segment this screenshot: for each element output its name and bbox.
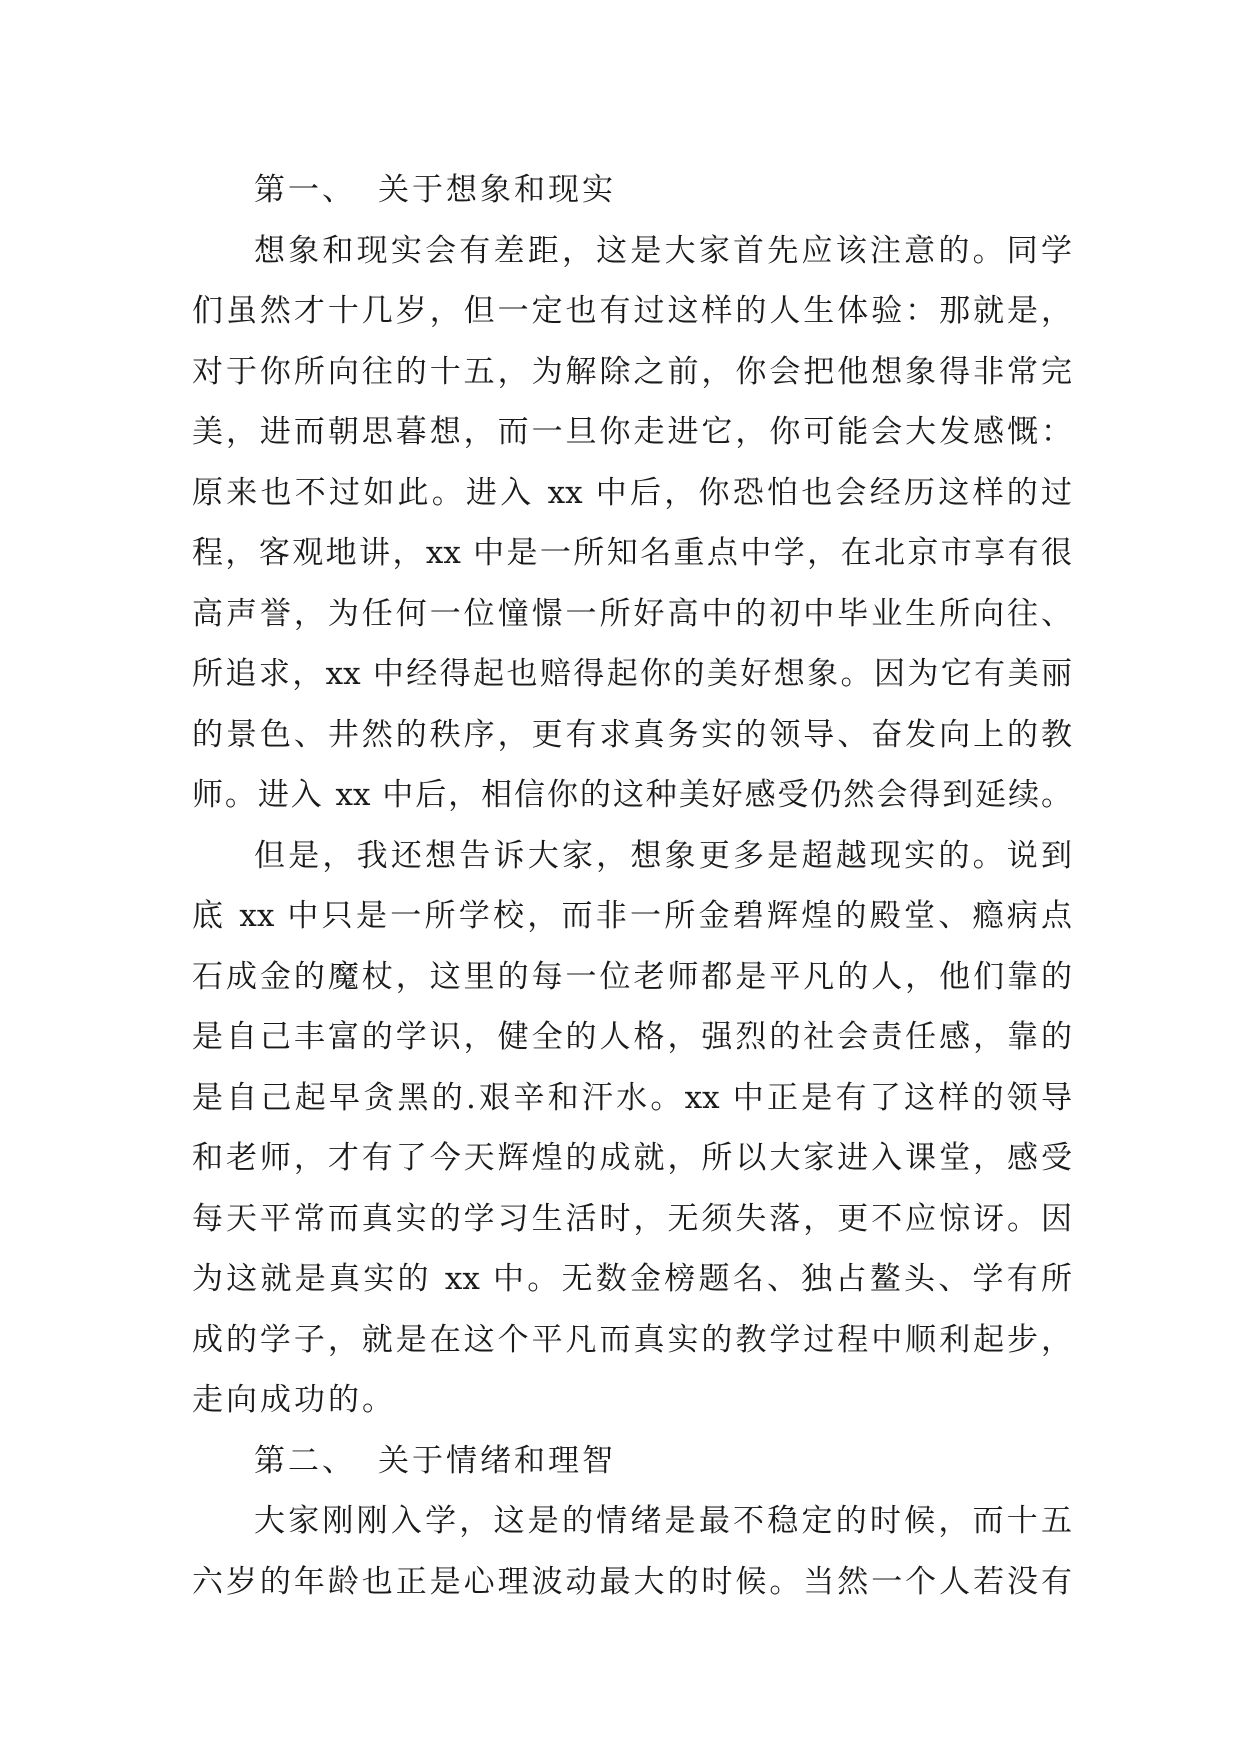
text-line: 是自己起早贪黑的.艰辛和汗水。xx 中正是有了这样的领导 xyxy=(192,1079,1072,1116)
text-line: 想象和现实会有差距，这是大家首先应该注意的。同学 xyxy=(254,232,1072,269)
text-line: 高声誉，为任何一位憧憬一所好高中的初中毕业生所向往、 xyxy=(192,595,1072,632)
text-line: 石成金的魔杖，这里的每一位老师都是平凡的人，他们靠的 xyxy=(192,958,1072,995)
text-line: 程，客观地讲，xx 中是一所知名重点中学，在北京市享有很 xyxy=(192,535,1072,571)
text-line: 们虽然才十几岁，但一定也有过这样的人生体验：那就是， xyxy=(192,293,1072,329)
text-line: 大家刚刚入学，这是的情绪是最不稳定的时候，而十五 xyxy=(254,1503,1072,1539)
section-heading-1 xyxy=(192,160,1072,221)
text-line: 为这就是真实的 xx 中。无数金榜题名、独占鳌头、学有所 xyxy=(192,1261,1072,1297)
text-line: 师。进入 xx 中后，相信你的这种美好感受仍然会得到延续。 xyxy=(192,777,1072,813)
text-line: 成的学子，就是在这个平凡而真实的教学过程中顺利起步， xyxy=(192,1321,1072,1358)
text-line: 六岁的年龄也正是心理波动最大的时候。当然一个人若没有 xyxy=(192,1563,1072,1600)
text-line: 但是，我还想告诉大家，想象更多是超越现实的。说到 xyxy=(254,837,1072,874)
paragraph-3 xyxy=(192,1491,1072,1612)
text-line: 走向成功的。 xyxy=(192,1382,396,1418)
text-line: 底 xx 中只是一所学校，而非一所金碧辉煌的殿堂、瘾病点 xyxy=(192,898,1072,934)
text-line: 对于你所向往的十五，为解除之前，你会把他想象得非常完 xyxy=(192,353,1072,390)
text-line: 和老师，才有了今天辉煌的成就，所以大家进入课堂，感受 xyxy=(192,1140,1072,1176)
section-title: 关于想象和现实 xyxy=(378,172,616,208)
text-line: 的景色、井然的秩序，更有求真务实的领导、奋发向上的教 xyxy=(192,716,1072,753)
text-line: 原来也不过如此。进入 xx 中后，你恐怕也会经历这样的过 xyxy=(192,474,1072,511)
text-line: 是自己丰富的学识，健全的人格，强烈的社会责任感，靠的 xyxy=(192,1019,1072,1055)
section-number: 第一、 xyxy=(254,172,356,208)
document-page xyxy=(192,160,1072,1612)
text-line: 美，进而朝思暮想，而一旦你走进它，你可能会大发感慨： xyxy=(192,414,1072,450)
section-heading-2 xyxy=(192,1431,1072,1492)
text-line: 每天平常而真实的学习生活时，无须失落，更不应惊讶。因 xyxy=(192,1200,1072,1237)
paragraph-1 xyxy=(192,221,1072,826)
text-line: 所追求，xx 中经得起也赔得起你的美好想象。因为它有美丽 xyxy=(192,656,1072,692)
paragraph-2 xyxy=(192,826,1072,1431)
section-title: 关于情绪和理智 xyxy=(378,1442,616,1479)
section-number: 第二、 xyxy=(254,1442,356,1479)
